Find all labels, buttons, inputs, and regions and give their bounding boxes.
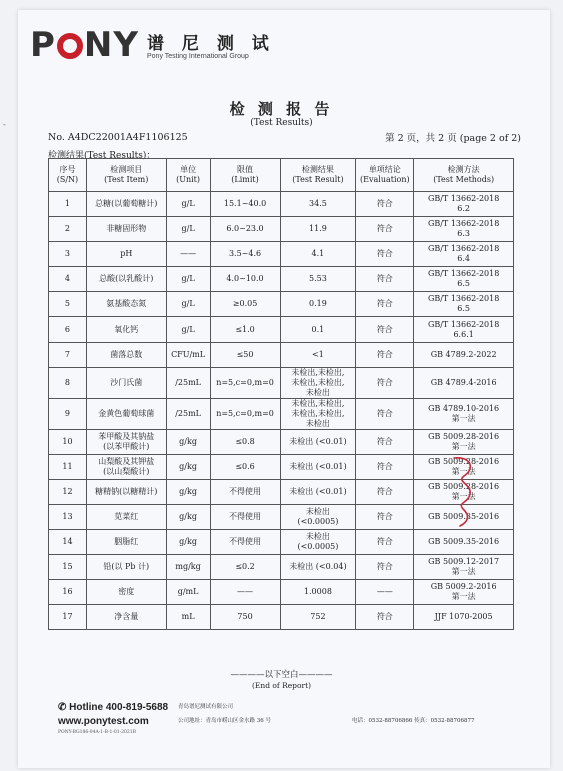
table-row bbox=[49, 530, 514, 555]
table-cell: GB 5009.28-2016 第一法 bbox=[414, 479, 514, 504]
table-cell: 11.9 bbox=[280, 217, 356, 242]
table-cell: 4.0~10.0 bbox=[210, 267, 280, 292]
table-cell: —— bbox=[210, 580, 280, 605]
table-cell: 糖精钠(以糖精计) bbox=[86, 479, 166, 504]
page-indicator: 第 2 页，共 2 页 (page 2 of 2) bbox=[385, 133, 521, 144]
table-cell: 符合 bbox=[356, 555, 414, 580]
table-cell: GB/T 13662-2018 6.6.1 bbox=[414, 317, 514, 342]
table-cell: —— bbox=[356, 580, 414, 605]
end-of-report-cn: ————以下空白———— bbox=[230, 670, 333, 680]
table-cell: 未检出 (<0.01) bbox=[280, 454, 356, 479]
table-cell: 符合 bbox=[356, 317, 414, 342]
table-row bbox=[49, 429, 514, 454]
column-header: 单项结论 (Evaluation) bbox=[356, 159, 414, 192]
column-header: 序号 (S/N) bbox=[49, 159, 87, 192]
table-row bbox=[49, 398, 514, 429]
table-cell: g/kg bbox=[166, 454, 210, 479]
table-cell: n=5,c=0,m=0 bbox=[210, 398, 280, 429]
table-cell: /25mL bbox=[166, 398, 210, 429]
column-header: 检测方法 (Test Methods) bbox=[414, 159, 514, 192]
table-cell: GB/T 13662-2018 6.3 bbox=[414, 217, 514, 242]
table-cell: 符合 bbox=[356, 479, 414, 504]
table-cell: GB/T 13662-2018 6.5 bbox=[414, 292, 514, 317]
table-cell: 符合 bbox=[356, 342, 414, 367]
table-cell: 8 bbox=[49, 367, 87, 398]
table-cell: pH bbox=[86, 242, 166, 267]
table-cell: 7 bbox=[49, 342, 87, 367]
table-cell: 3 bbox=[49, 242, 87, 267]
table-row bbox=[49, 605, 514, 630]
table-body bbox=[49, 192, 514, 630]
table-cell: 菌落总数 bbox=[86, 342, 166, 367]
table-cell: 符合 bbox=[356, 605, 414, 630]
table-cell: 符合 bbox=[356, 217, 414, 242]
hotline: ✆ Hotline 400-819-5688 bbox=[58, 702, 169, 713]
table-cell: 胭脂红 bbox=[86, 530, 166, 555]
table-cell: GB 5009.2-2016 第一法 bbox=[414, 580, 514, 605]
table-header-row bbox=[49, 159, 514, 192]
table-cell: 符合 bbox=[356, 398, 414, 429]
table-cell: 15 bbox=[49, 555, 87, 580]
website-link[interactable]: www.ponytest.com bbox=[58, 716, 149, 727]
table-cell: /25mL bbox=[166, 367, 210, 398]
table-cell: 0.19 bbox=[280, 292, 356, 317]
table-cell: 符合 bbox=[356, 454, 414, 479]
table-cell: 未检出 (<0.0005) bbox=[280, 530, 356, 555]
table-row bbox=[49, 267, 514, 292]
table-cell: ≤0.2 bbox=[210, 555, 280, 580]
table-cell: 不得使用 bbox=[210, 504, 280, 529]
table-cell: 1 bbox=[49, 192, 87, 217]
phone-icon: ✆ bbox=[58, 702, 67, 713]
table-cell: 9 bbox=[49, 398, 87, 429]
table-cell: 净含量 bbox=[86, 605, 166, 630]
column-header: 单位 (Unit) bbox=[166, 159, 210, 192]
table-cell: 密度 bbox=[86, 580, 166, 605]
table-cell: 金黄色葡萄球菌 bbox=[86, 398, 166, 429]
report-subtitle: (Test Results) bbox=[250, 118, 313, 128]
table-row bbox=[49, 479, 514, 504]
table-cell: 山梨酸及其钾盐 (以山梨酸计) bbox=[86, 454, 166, 479]
table-row bbox=[49, 454, 514, 479]
table-cell: 符合 bbox=[356, 267, 414, 292]
table-cell: 非糖固形物 bbox=[86, 217, 166, 242]
table-cell: GB 4789.2-2022 bbox=[414, 342, 514, 367]
margin-mark: - bbox=[3, 120, 6, 129]
table-cell: 未检出,未检出, 未检出,未检出, 未检出 bbox=[280, 367, 356, 398]
table-cell: g/L bbox=[166, 192, 210, 217]
column-header: 限值 (Limit) bbox=[210, 159, 280, 192]
table-cell: GB 5009.35-2016 bbox=[414, 530, 514, 555]
table-cell: GB/T 13662-2018 6.4 bbox=[414, 242, 514, 267]
table-cell: g/kg bbox=[166, 530, 210, 555]
table-cell: g/L bbox=[166, 217, 210, 242]
column-header: 检测项目 (Test Item) bbox=[86, 159, 166, 192]
table-cell: GB/T 13662-2018 6.5 bbox=[414, 267, 514, 292]
table-cell: 13 bbox=[49, 504, 87, 529]
table-cell: 14 bbox=[49, 530, 87, 555]
table-cell: GB/T 13662-2018 6.2 bbox=[414, 192, 514, 217]
table-cell: 符合 bbox=[356, 242, 414, 267]
table-cell: 未检出 (<0.0005) bbox=[280, 504, 356, 529]
table-cell: 苯甲酸及其钠盐 (以苯甲酸计) bbox=[86, 429, 166, 454]
table-cell: 未检出 (<0.04) bbox=[280, 555, 356, 580]
results-table bbox=[48, 158, 514, 630]
table-cell: CFU/mL bbox=[166, 342, 210, 367]
signature-mark bbox=[450, 450, 490, 530]
table-row bbox=[49, 242, 514, 267]
table-cell: g/L bbox=[166, 317, 210, 342]
table-cell: mL bbox=[166, 605, 210, 630]
table-cell: GB 5009.12-2017 第一法 bbox=[414, 555, 514, 580]
company-name-en: Pony Testing International Group bbox=[147, 53, 249, 60]
table-cell: 氧化钙 bbox=[86, 317, 166, 342]
table-cell: 氨基酸态氮 bbox=[86, 292, 166, 317]
table-cell: 750 bbox=[210, 605, 280, 630]
table-row bbox=[49, 342, 514, 367]
table-cell: 苋菜红 bbox=[86, 504, 166, 529]
table-cell: 未检出 (<0.01) bbox=[280, 429, 356, 454]
table-cell: mg/kg bbox=[166, 555, 210, 580]
footer-phone: 电话：0532-88706866 传真：0532-88706877 bbox=[352, 718, 475, 724]
table-cell: 10 bbox=[49, 429, 87, 454]
table-cell: GB 5009.28-2016 第一法 bbox=[414, 429, 514, 454]
table-row bbox=[49, 555, 514, 580]
table-cell: 不得使用 bbox=[210, 530, 280, 555]
table-cell: n=5,c=0,m=0 bbox=[210, 367, 280, 398]
company-name-cn: 谱 尼 测 试 bbox=[147, 34, 275, 54]
table-cell: 12 bbox=[49, 479, 87, 504]
table-cell: 不得使用 bbox=[210, 479, 280, 504]
table-row bbox=[49, 217, 514, 242]
table-cell: g/kg bbox=[166, 479, 210, 504]
table-cell: 5.53 bbox=[280, 267, 356, 292]
column-header: 检测结果 (Test Result) bbox=[280, 159, 356, 192]
table-cell: 6 bbox=[49, 317, 87, 342]
table-cell: 4.1 bbox=[280, 242, 356, 267]
table-cell: GB 5009.35-2016 bbox=[414, 504, 514, 529]
table-cell: JJF 1070-2005 bbox=[414, 605, 514, 630]
table-cell: 4 bbox=[49, 267, 87, 292]
table-cell: 铅(以 Pb 计) bbox=[86, 555, 166, 580]
table-cell: 2 bbox=[49, 217, 87, 242]
report-title: 检 测 报 告 bbox=[229, 100, 334, 118]
footer-company: 青岛谱尼测试有限公司 bbox=[178, 704, 234, 710]
report-number: No. A4DC22001A4F1106125 bbox=[48, 132, 188, 143]
table-cell: ≤1.0 bbox=[210, 317, 280, 342]
table-cell: ≤0.6 bbox=[210, 454, 280, 479]
table-row bbox=[49, 192, 514, 217]
table-cell: 沙门氏菌 bbox=[86, 367, 166, 398]
table-cell: ≤50 bbox=[210, 342, 280, 367]
table-cell: 3.5~4.6 bbox=[210, 242, 280, 267]
table-cell: 15.1~40.0 bbox=[210, 192, 280, 217]
table-cell: 符合 bbox=[356, 292, 414, 317]
table-cell: 0.1 bbox=[280, 317, 356, 342]
table-cell: 符合 bbox=[356, 192, 414, 217]
table-cell: 总糖(以葡萄糖计) bbox=[86, 192, 166, 217]
table-cell: g/mL bbox=[166, 580, 210, 605]
table-cell: 17 bbox=[49, 605, 87, 630]
table-cell: g/kg bbox=[166, 504, 210, 529]
table-cell: g/kg bbox=[166, 429, 210, 454]
logo-wordmark: P NY bbox=[30, 25, 139, 65]
table-cell: g/L bbox=[166, 267, 210, 292]
table-cell: ≤0.8 bbox=[210, 429, 280, 454]
end-of-report-en: (End of Report) bbox=[251, 681, 312, 690]
table-cell: 符合 bbox=[356, 367, 414, 398]
table-cell: 16 bbox=[49, 580, 87, 605]
table-cell: 总酸(以乳酸计) bbox=[86, 267, 166, 292]
table-cell: 符合 bbox=[356, 429, 414, 454]
table-cell: 未检出,未检出, 未检出,未检出, 未检出 bbox=[280, 398, 356, 429]
table-cell: 符合 bbox=[356, 530, 414, 555]
footer-address: 公司地址：青岛市崂山区金水路 36 号 bbox=[178, 718, 271, 724]
document-code: PONY-BG186-04A-1-B-1-01-2021B bbox=[58, 730, 136, 735]
table-cell: 752 bbox=[280, 605, 356, 630]
table-cell: 34.5 bbox=[280, 192, 356, 217]
table-row bbox=[49, 292, 514, 317]
table-row bbox=[49, 317, 514, 342]
table-cell: —— bbox=[166, 242, 210, 267]
logo-o-ring-icon bbox=[57, 33, 83, 59]
table-row bbox=[49, 504, 514, 529]
table-cell: 符合 bbox=[356, 504, 414, 529]
table-cell: GB 4789.10-2016 第一法 bbox=[414, 398, 514, 429]
results-label: 检测结果(Test Results)： bbox=[48, 151, 156, 161]
company-logo bbox=[30, 25, 275, 65]
table-cell: GB 5009.28-2016 第一法 bbox=[414, 454, 514, 479]
table-cell: GB 4789.4-2016 bbox=[414, 367, 514, 398]
table-cell: <1 bbox=[280, 342, 356, 367]
table-cell: 11 bbox=[49, 454, 87, 479]
table-cell: ≥0.05 bbox=[210, 292, 280, 317]
table-cell: 未检出 (<0.01) bbox=[280, 479, 356, 504]
table-cell: 6.0~23.0 bbox=[210, 217, 280, 242]
table-row bbox=[49, 580, 514, 605]
table-row bbox=[49, 367, 514, 398]
table-cell: 1.0008 bbox=[280, 580, 356, 605]
table-cell: 5 bbox=[49, 292, 87, 317]
table-cell: g/L bbox=[166, 292, 210, 317]
